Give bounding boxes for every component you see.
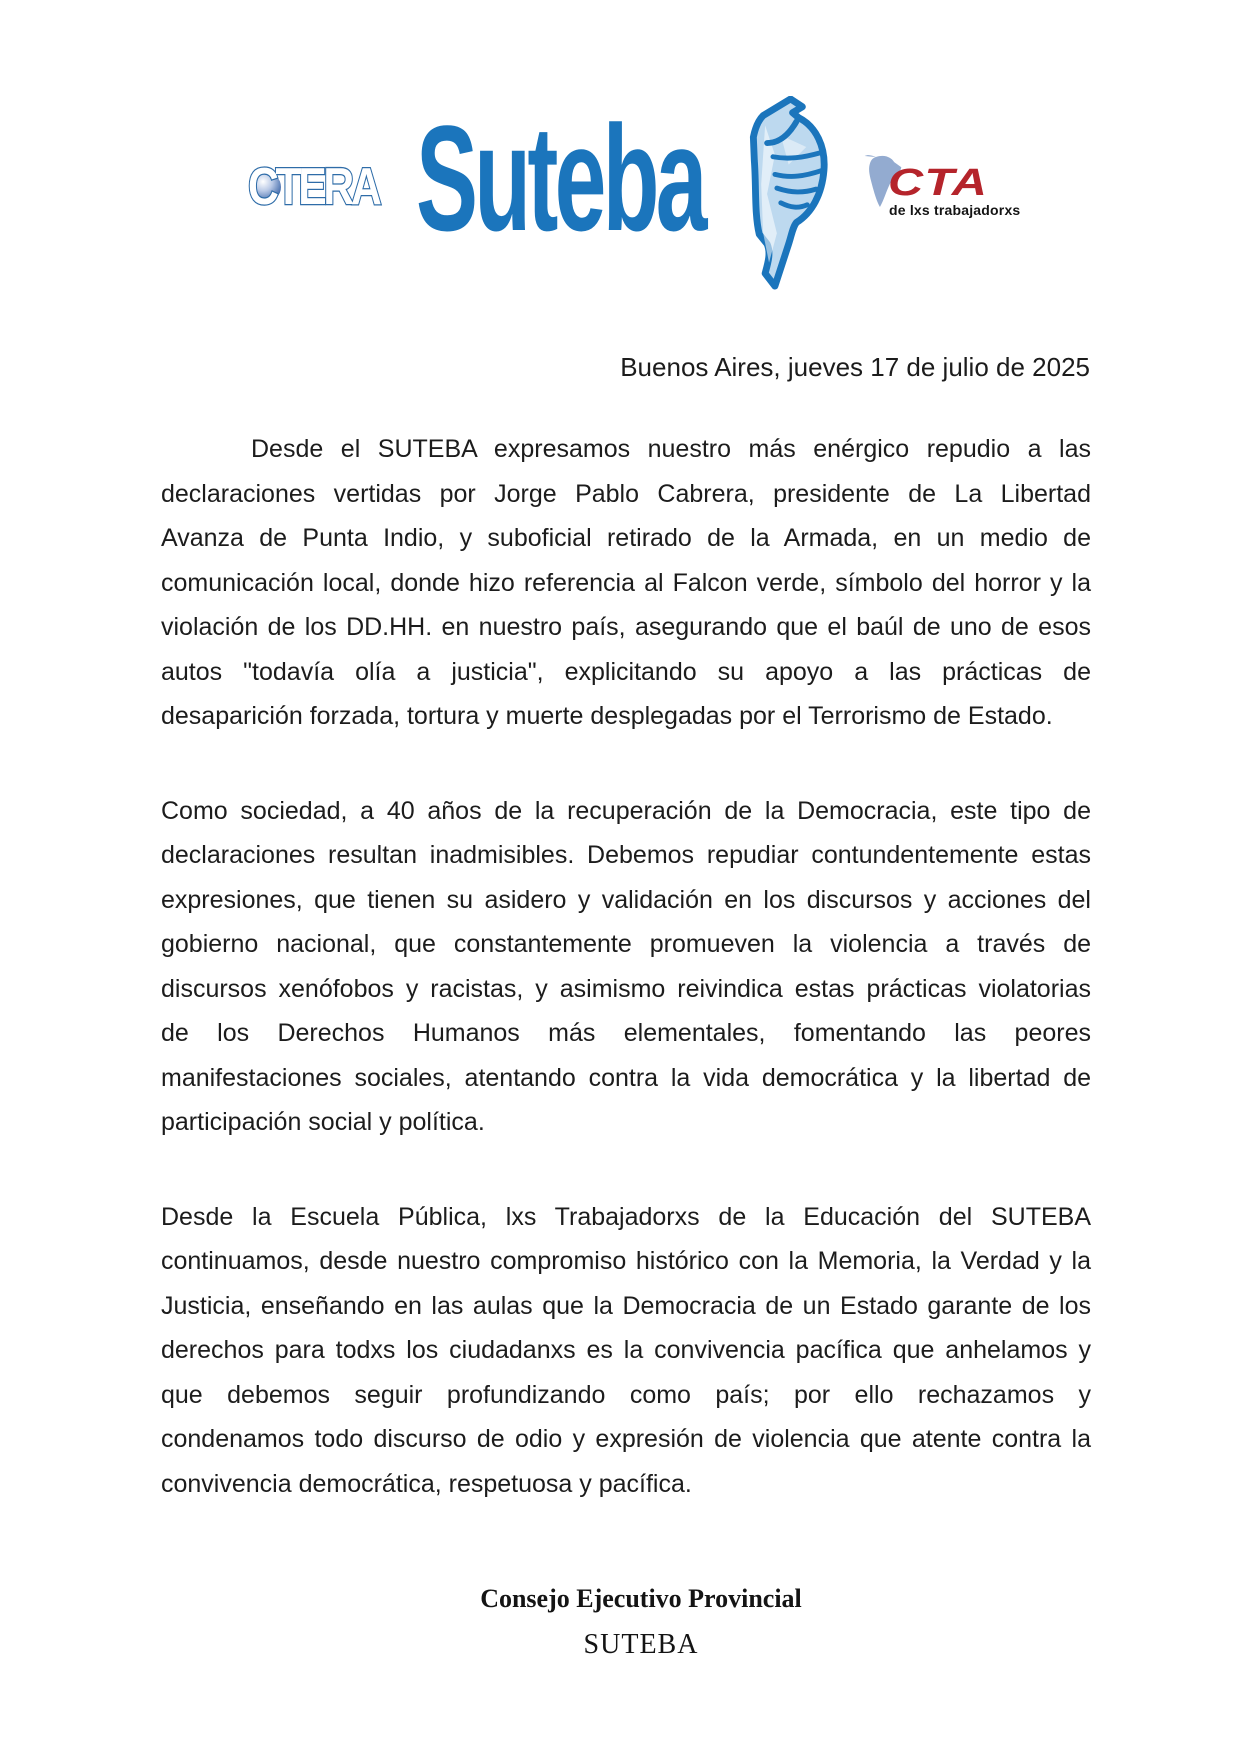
- body-line: continuamos, desde nuestro compromiso histórico con la Memoria, la Verdad y la: [161, 1247, 1091, 1275]
- body-line: Avanza de Punta Indio, y suboficial retirado de la Armada, en un medio de: [161, 524, 1091, 552]
- body-line: Justicia, enseñando en las aulas que la Democracia de un Estado garante de los: [161, 1291, 1091, 1320]
- body-line: autos "todavía olía a justicia", explicitando su apoyo a las prácticas de: [161, 657, 1091, 686]
- body-line: participación social y política.: [161, 1108, 485, 1136]
- body-line: declaraciones vertidas por Jorge Pablo Cabrera, presidente de La Libertad: [161, 479, 1091, 508]
- body-line: condenamos todo discurso de odio y expresión de violencia que atente contra la: [161, 1425, 1091, 1453]
- body-line: convivencia democrática, respetuosa y pacífica.: [161, 1469, 692, 1498]
- body-paragraphs: [161, 427, 1091, 1506]
- body-line: derechos para todxs los ciudadanxs es la convivencia pacífica que anhelamos y: [161, 1336, 1091, 1364]
- body-line: desaparición forzada, tortura y muerte desplegadas por el Terrorismo de Estado.: [161, 702, 1053, 730]
- paragraph: [161, 789, 1091, 1145]
- body-line: Desde el SUTEBA expresamos nuestro más enérgico repudio a las: [251, 435, 1091, 463]
- date-line: Buenos Aires, jueves 17 de julio de 2025: [620, 352, 1090, 382]
- cta-logo-text: CTA: [888, 162, 989, 204]
- body-line: que debemos seguir profundizando como país; por ello rechazamos y: [161, 1380, 1091, 1409]
- body-line: violación de los DD.HH. en nuestro país, asegurando que el baúl de uno de esos: [161, 613, 1091, 641]
- body-line: declaraciones resultan inadmisibles. Debemos repudiar contundentemente estas: [161, 841, 1091, 869]
- body-line: comunicación local, donde hizo referencia al Falcon verde, símbolo del horror y la: [161, 568, 1091, 597]
- body-line: expresiones, que tienen su asidero y validación en los discursos y acciones del: [161, 885, 1091, 914]
- suteba-wordmark: Suteba: [416, 94, 704, 262]
- ctera-logo-text: CTERA: [248, 158, 379, 217]
- signature-org-title: Consejo Ejecutivo Provincial: [480, 1584, 802, 1613]
- signature-block: [156, 1584, 1126, 1661]
- body-line: Como sociedad, a 40 años de la recuperación de la Democracia, este tipo de: [161, 796, 1091, 825]
- cta-logo-subtext: de lxs trabajadorxs: [889, 202, 1021, 218]
- buenos-aires-province-map-icon: [712, 96, 830, 292]
- body-line: de los Derechos Humanos más elementales, fomentando las peores: [161, 1019, 1091, 1047]
- body-line: Desde la Escuela Pública, lxs Trabajadorxs de la Educación del SUTEBA: [161, 1202, 1091, 1231]
- body-line: manifestaciones sociales, atentando contra la vida democrática y la libertad de: [161, 1063, 1091, 1092]
- body-line: discursos xenófobos y racistas, y asimismo reivindica estas prácticas violatorias: [161, 974, 1091, 1003]
- paragraph: [161, 427, 1091, 739]
- cta-logo: [858, 146, 1038, 230]
- body-line: gobierno nacional, que constantemente promueven la violencia a través de: [161, 930, 1091, 958]
- signature-org-name: SUTEBA: [583, 1629, 699, 1660]
- paragraph: [161, 1195, 1091, 1507]
- ctera-logo: [236, 154, 386, 218]
